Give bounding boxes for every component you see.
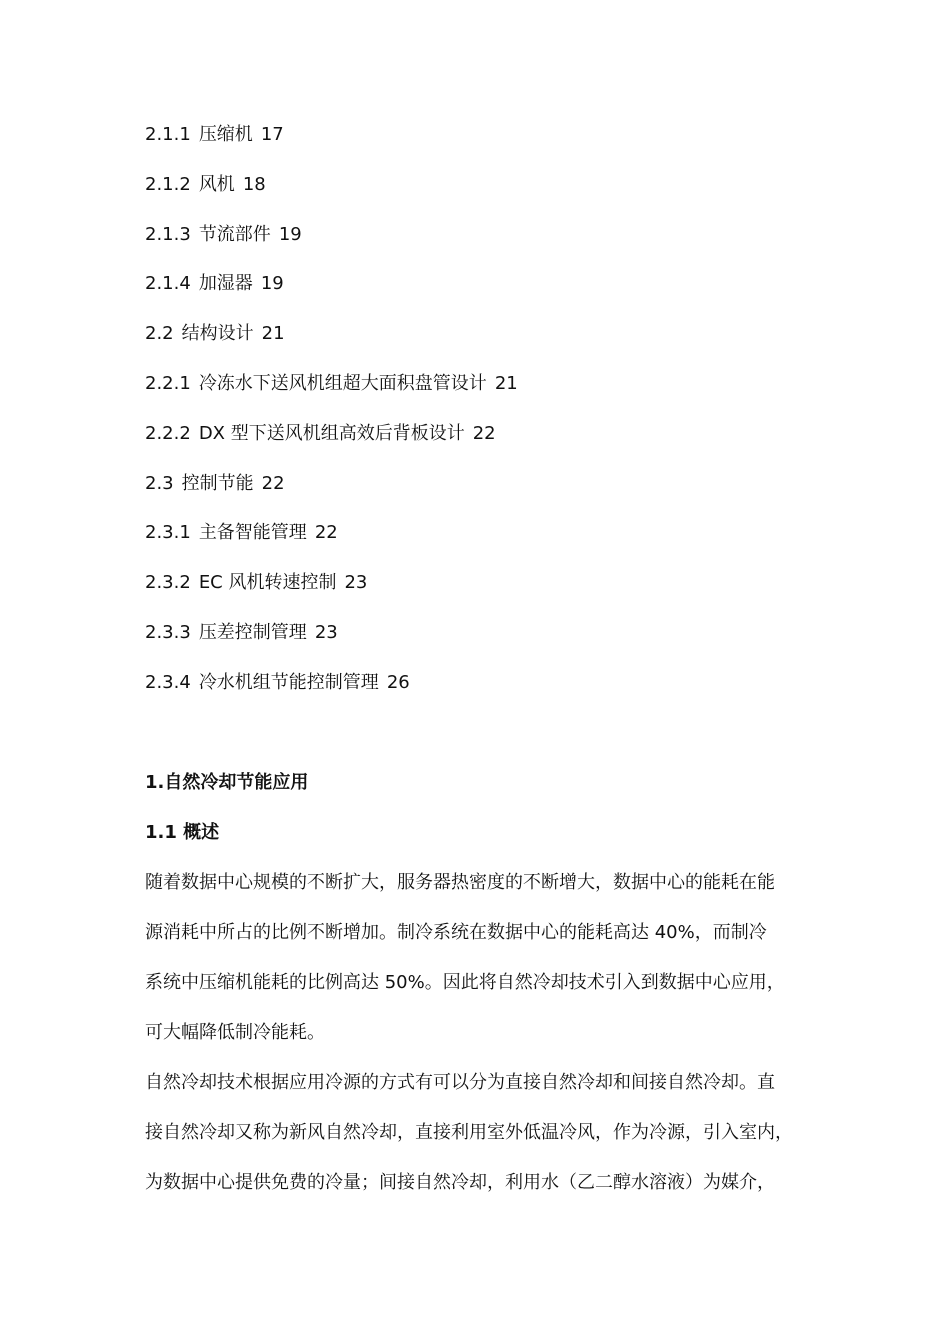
- toc-entry-title: 节流部件: [198, 223, 271, 245]
- toc-entry: [145, 122, 825, 172]
- body-paragraph: [145, 1058, 811, 1208]
- toc-entry-page: 26: [386, 671, 410, 693]
- toc-entry-title: 压缩机: [198, 124, 253, 145]
- toc-entry: [145, 321, 825, 371]
- toc-entry-number: 2.1.3: [145, 223, 191, 245]
- toc-entry-number: 2.2.2: [145, 422, 191, 444]
- toc-entry-page: 23: [314, 621, 338, 643]
- toc-entry-page: 22: [472, 422, 496, 444]
- toc-entry-number: 2.2: [145, 323, 174, 345]
- toc-entry-number: 2.1.1: [145, 124, 191, 145]
- paragraph-line: 接自然冷却又称为新风自然冷却，直接利用室外低温冷风，作为冷源，引入室内，: [145, 1122, 793, 1143]
- toc-entry-page: 22: [261, 472, 285, 494]
- toc-entry-number: 2.1.4: [145, 273, 191, 295]
- toc-entry-title: 冷水机组节能控制管理: [198, 671, 379, 693]
- toc-entry-title: 主备智能管理: [198, 522, 307, 544]
- toc-entry-title: 结构设计: [181, 323, 254, 345]
- toc-entry: [145, 421, 825, 471]
- toc-entry-number: 2.3: [145, 472, 174, 494]
- toc-entry: [145, 471, 825, 521]
- toc-entry: [145, 670, 825, 720]
- body-paragraph: [145, 858, 811, 1058]
- paragraph-line: 可大幅降低制冷能耗。: [145, 1022, 325, 1043]
- toc-entry-title: 压差控制管理: [198, 621, 307, 643]
- toc-entry-number: 2.3.1: [145, 522, 191, 544]
- toc-entry-title: 风机: [198, 173, 235, 195]
- toc-entry-title: 控制节能: [181, 472, 254, 494]
- toc-entry-number: 2.3.2: [145, 572, 191, 594]
- toc-entry-title: 冷冻水下送风机组超大面积盘管设计: [198, 372, 487, 394]
- paragraph-line: 源消耗中所占的比例不断增加。制冷系统在数据中心的能耗高达 40%，而制冷: [145, 922, 767, 943]
- paragraph-line: 系统中压缩机能耗的比例高达 50%。因此将自然冷却技术引入到数据中心应用，: [145, 972, 785, 993]
- toc-entry: [145, 271, 825, 321]
- toc-entry: [145, 172, 825, 222]
- paragraph-line: 自然冷却技术根据应用冷源的方式有可以分为直接自然冷却和间接自然冷却。直: [145, 1072, 775, 1093]
- toc-entry-number: 2.3.3: [145, 621, 191, 643]
- toc-entry-title: 加湿器: [198, 273, 253, 295]
- toc-entry: [145, 222, 825, 272]
- section-heading: 1.自然冷却节能应用: [145, 772, 309, 793]
- table-of-contents: [145, 122, 825, 720]
- toc-entry-page: 23: [344, 572, 368, 594]
- paragraph-line: 为数据中心提供免费的冷量；间接自然冷却，利用水（乙二醇水溶液）为媒介，: [145, 1172, 775, 1193]
- toc-entry-number: 2.1.2: [145, 173, 191, 195]
- toc-entry: [145, 620, 825, 670]
- toc-entry-page: 22: [314, 522, 338, 544]
- subsection-heading: 1.1 概述: [145, 822, 220, 843]
- toc-entry: [145, 371, 825, 421]
- toc-entry-page: 18: [242, 173, 266, 195]
- toc-entry-page: 19: [278, 223, 302, 245]
- toc-entry: [145, 520, 825, 570]
- toc-entry-page: 19: [260, 273, 284, 295]
- toc-entry-title: EC 风机转速控制: [198, 572, 337, 594]
- toc-entry-title: DX 型下送风机组高效后背板设计: [198, 422, 465, 444]
- toc-entry: [145, 570, 825, 620]
- paragraph-line: 随着数据中心规模的不断扩大，服务器热密度的不断增大，数据中心的能耗在能: [145, 872, 775, 893]
- toc-entry-number: 2.2.1: [145, 372, 191, 394]
- toc-entry-number: 2.3.4: [145, 671, 191, 693]
- toc-entry-page: 17: [260, 124, 284, 145]
- toc-entry-page: 21: [261, 323, 285, 345]
- toc-entry-page: 21: [494, 372, 518, 394]
